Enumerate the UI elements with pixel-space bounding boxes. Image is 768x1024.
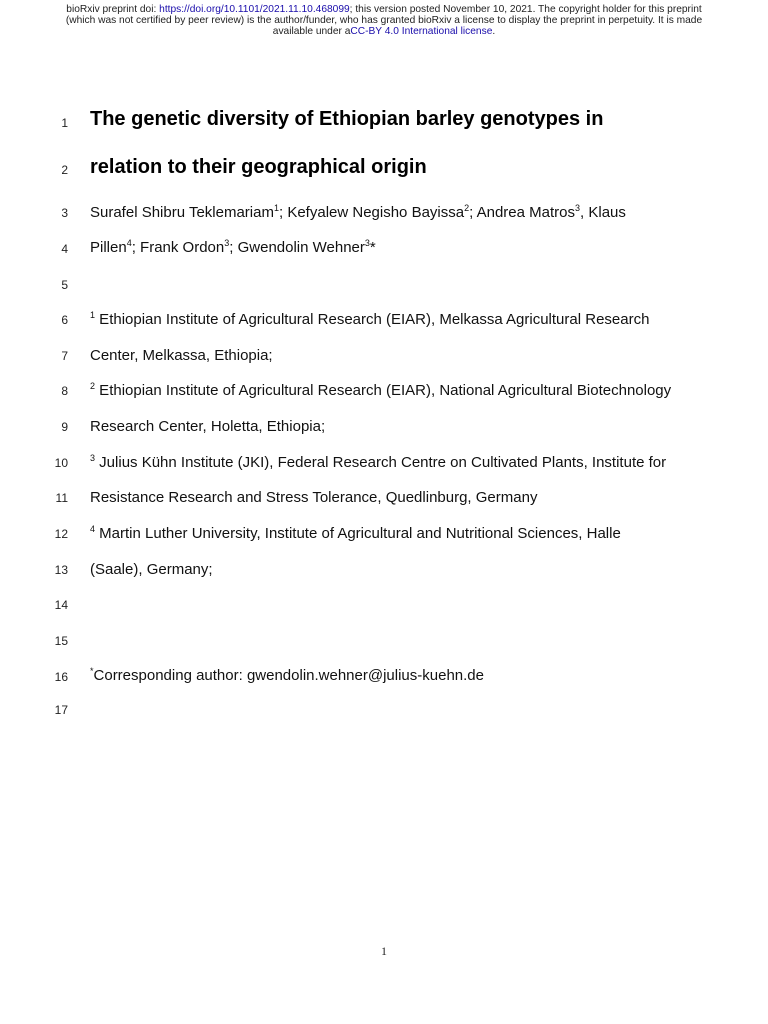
line-number: 12 xyxy=(54,527,68,541)
line-number: 8 xyxy=(61,384,68,398)
line-number: 1 xyxy=(61,116,68,130)
line-number: 13 xyxy=(54,563,68,577)
paper-title-line-2: relation to their geographical origin xyxy=(90,156,427,178)
line-number: 6 xyxy=(61,313,68,327)
author-list-line-2: Pillen$^4$; Frank Ordon$^3$; Gwendolin Wehner$^3$* xyxy=(90,238,376,256)
line-number: 9 xyxy=(61,420,68,434)
header-line-1: bioRxiv preprint doi: https://doi.org/10.1101/2021.11.10.468099; this version posted November 10, 2021. The copyright holder for this preprint xyxy=(66,4,702,15)
affiliation-2-line-1: $^2$ Ethiopian Institute of Agricultural Research (EIAR), National Agricultural Biotechnology xyxy=(90,381,672,399)
page-number: 1 xyxy=(381,944,387,958)
line-number: 7 xyxy=(61,349,68,363)
header-line-3: available under aCC-BY 4.0 International license. xyxy=(272,26,496,37)
header-line-2: (which was not certified by peer review) is the author/funder, who has granted bioRxiv a license to display the preprint in perpetuity. It is made xyxy=(65,15,703,26)
preprint-header xyxy=(40,4,728,37)
affiliation-3-line-2: Resistance Research and Stress Tolerance, Quedlinburg, Germany xyxy=(90,489,538,506)
affiliation-4-line-1: $^4$ Martin Luther University, Institute of Agricultural and Nutritional Sciences, Halle xyxy=(90,524,621,542)
line-number: 16 xyxy=(54,670,68,684)
affiliation-1-line-1: $^1$ Ethiopian Institute of Agricultural Research (EIAR), Melkassa Agricultural Research xyxy=(90,310,650,328)
line-number: 11 xyxy=(55,491,68,505)
line-number: 3 xyxy=(61,206,68,220)
corresponding-author: *Corresponding author: gwendolin.wehner@julius-kuehn.de xyxy=(90,666,484,684)
affiliation-1-line-2: Center, Melkassa, Ethiopia; xyxy=(90,347,273,364)
line-number: 4 xyxy=(61,242,68,256)
line-number: 17 xyxy=(54,703,68,717)
paper-title-line-1: The genetic diversity of Ethiopian barley genotypes in xyxy=(90,108,604,130)
license-link[interactable]: CC-BY 4.0 International license xyxy=(350,26,493,37)
line-number: 5 xyxy=(61,278,68,292)
affiliation-3-line-1: $^3$ Julius Kühn Institute (JKI), Federal Research Centre on Cultivated Plants, Institute for xyxy=(90,453,667,471)
affiliation-4-line-2: (Saale), Germany; xyxy=(90,561,213,578)
line-number: 10 xyxy=(54,456,68,470)
author-list-line-1: Surafel Shibru Teklemariam$^1$; Kefyalew Negisho Bayissa$^2$; Andrea Matros$^3$, Klaus xyxy=(90,203,626,221)
line-number: 15 xyxy=(54,634,68,648)
doi-link[interactable]: https://doi.org/10.1101/2021.11.10.468099 xyxy=(159,4,350,15)
line-number: 14 xyxy=(54,598,68,612)
line-number: 2 xyxy=(61,163,68,177)
affiliation-2-line-2: Research Center, Holetta, Ethiopia; xyxy=(90,418,326,435)
